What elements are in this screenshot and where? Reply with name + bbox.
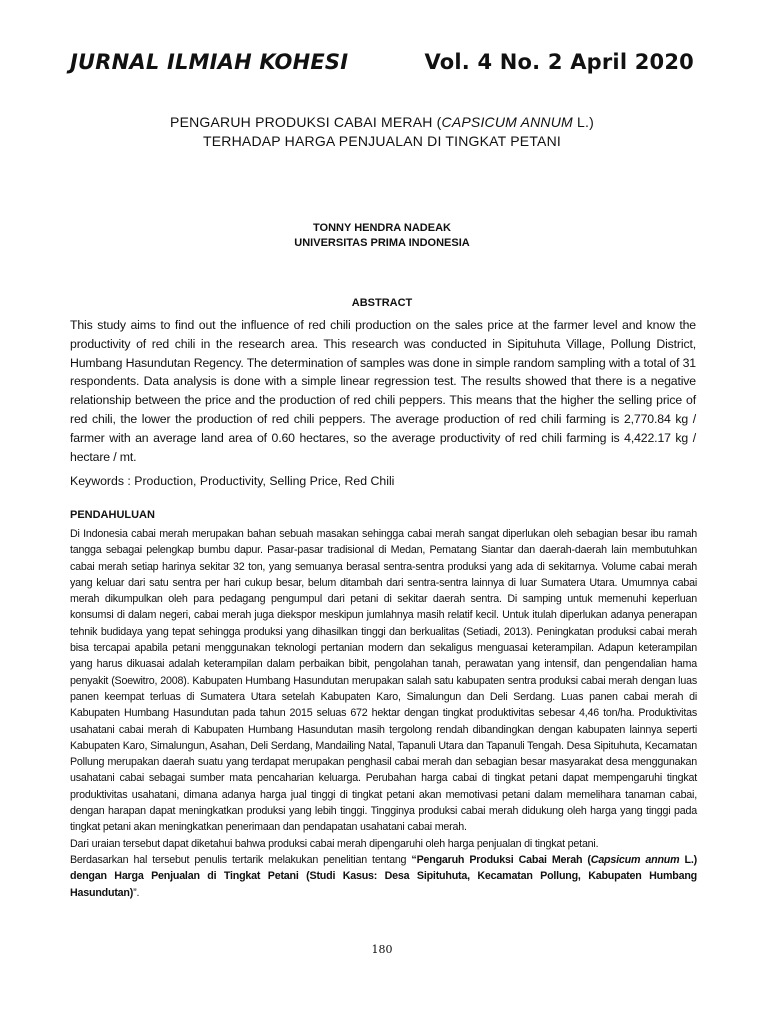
section-body (70, 526, 697, 901)
paragraph-3-prefix: Berdasarkan hal tersebut penulis tertarik melakukan penelitian tentang (70, 853, 412, 866)
keywords: Keywords : Production, Productivity, Selling Price, Red Chili (70, 474, 395, 488)
paragraph-3-bold-start: “Pengaruh Produksi Cabai Merah ( (411, 853, 591, 866)
author-name: TONNY HENDRA NADEAK (313, 222, 451, 234)
body-paragraph-3 (70, 852, 697, 901)
volume-info: Vol. 4 No. 2 April 2020 (424, 50, 694, 74)
author-affiliation: UNIVERSITAS PRIMA INDONESIA (294, 237, 470, 249)
journal-name: JURNAL ILMIAH KOHESI (70, 50, 349, 74)
author-block (70, 221, 694, 251)
article-title (70, 113, 694, 151)
body-paragraph-2: Dari uraian tersebut dapat diketahui bahwa produksi cabai merah dipengaruhi oleh harga penjualan di tingkat petani. (70, 837, 599, 850)
paragraph-3-bold-italic: Capsicum annum (590, 853, 680, 866)
journal-header (70, 50, 694, 74)
paragraph-3-suffix: ”. (133, 886, 140, 899)
abstract-text: This study aims to find out the influence of red chili production on the sales price at the farmer level and know the productivity of red chili in the research area. This research was conducted in Sipituhuta Village, Pollung District, Humbang Hasundutan Regency. The determination of samples was done in simple random sampling with a total of 31 respondents. Data analysis is done with a simple linear regression test. The results showed that there is a negative relationship between the price and the production of red chili peppers. This means that the higher the selling price of red chili, the lower the production of red chili peppers. The average production of red chili farming is 2,770.84 kg / farmer with an average land area of 0.60 hectares, so the average productivity of red chili farming is 4,422.17 kg / hectare / mt. (70, 318, 696, 464)
title-line-2: TERHADAP HARGA PENJUALAN DI TINGKAT PETANI (203, 133, 561, 149)
paragraph-3-bold-end: L.) dengan Harga Penjualan di Tingkat Petani (Studi Kasus: Desa Sipituhuta, Kecamatan Pollung, Kabupaten Humbang Hasundutan) (70, 853, 697, 899)
title-line-1-suffix: L.) (572, 114, 594, 130)
body-paragraph-1: Di Indonesia cabai merah merupakan bahan sebuah masakan sehingga cabai merah sangat diperlukan oleh sebagian besar ibu ramah tangga sebagai pelengkap bumbu dapur. Pasar-pasar tradisional di Medan, Pematang Siantar dan daerah-daerah lain membutuhkan cabai merah setiap harinya sekitar 32 ton, yang semuanya berasal sentra-sentra produksi yang ada di sekitarnya. Volume cabai merah yang keluar dari satu sentra per hari cukup besar, belum ditambah dari sentra-sentra lainnya di luar Sumatera Utara. Umumnya cabai merah dikumpulkan oleh para pedagang pengumpul dari petani di sekitar daerah sentra. Di samping untuk memenuhi keperluan konsumsi di dalam negeri, cabai merah juga diekspor meskipun jumlahnya masih relatif kecil. Untuk itulah diperlukan adanya penerapan tehnik budidaya yang tepat sehingga produksi yang dihasilkan tinggi dan berkualitas (Setiadi, 2013). Peningkatan produksi cabai merah bisa tercapai apabila petani menggunakan teknologi pertanian modern dan sekaligus menguasai keterampilan. Adapun keterampilan yang harus dikuasai adalah keterampilan dalam perbaikan bibit, pengolahan tanah, perawatan yang intensif, dan pengendalian hama penyakit (Soewitro, 2008). Kabupaten Humbang Hasundutan merupakan salah satu kabupaten sentra produksi cabai merah dengan luas panen keempat terluas di Sumatera Utara setelah Kabupaten Karo, Simalungun dan Deli Serdang. Luas panen cabai merah di Kabupaten Humbang Hasundutan pada tahun 2015 seluas 672 hektar dengan tingkat produktivitas sebesar 4,46 ton/ha. Produktivitas usahatani cabai merah di Kabupaten Humbang Hasundutan masih tergolong rendah dibandingkan dengan kabupaten lainnya seperti Kabupaten Karo, Simalungun, Asahan, Deli Serdang, Mandailing Natal, Tapanuli Utara dan Tapanuli Tengah. Desa Sipituhuta, Kecamatan Pollung merupakan daerah suatu yang terdapat merupakan penghasil cabai merah dan sebagian besar masyarakat desa menggunakan usahatani cabai sebagai sumber mata pencaharian keluarga. Perubahan harga cabai di tingkat petani dapat mempengaruhi tingkat produktivitas usahatani, dimana adanya harga jual tinggi di tingkat petani akan memotivasi petani dalam memelihara tanaman cabai, dengan harapan dapat meningkatkan produksi yang lebih tinggi. Tingginya produksi cabai merah didukung oleh harga yang tinggi pada tingkat petani akan meningkatkan penerimaan dan pendapatan usahatani cabai merah. (70, 528, 697, 834)
title-line-1-prefix: PENGARUH PRODUKSI CABAI MERAH ( (170, 114, 442, 130)
title-line-1-italic: CAPSICUM ANNUM (441, 114, 573, 130)
page-number: 180 (371, 943, 393, 956)
section-heading: PENDAHULUAN (70, 509, 155, 521)
abstract-heading: ABSTRACT (351, 297, 413, 309)
title-line-1 (70, 113, 694, 132)
